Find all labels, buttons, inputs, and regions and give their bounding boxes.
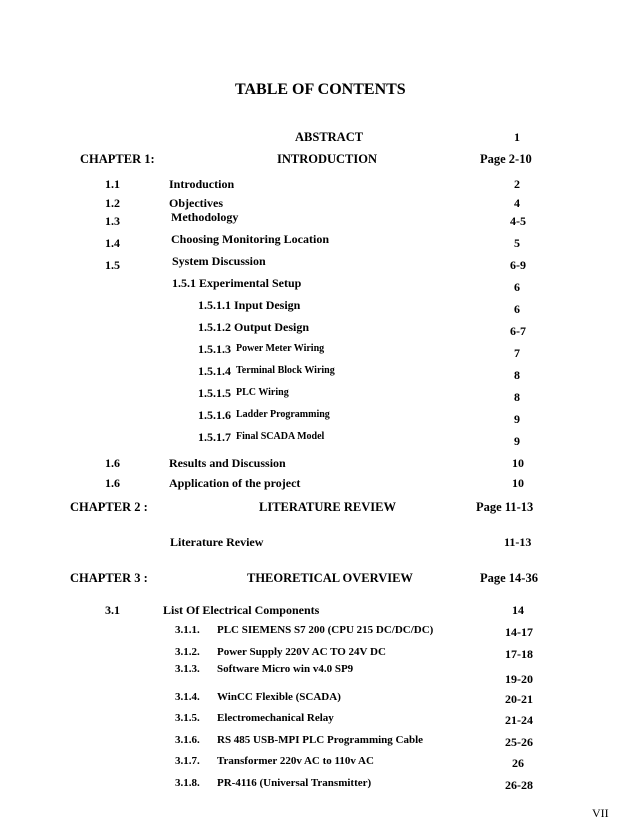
toc-number: 1.5.1.7 bbox=[198, 430, 231, 444]
toc-title: List Of Electrical Components bbox=[163, 603, 320, 617]
toc-title: 1.5.1.1 Input Design bbox=[198, 298, 301, 312]
chapter-2-label: CHAPTER 2 : bbox=[70, 500, 148, 514]
toc-page: 8 bbox=[514, 368, 520, 382]
toc-number: 1.4 bbox=[105, 236, 120, 250]
toc-title: PR-4116 (Universal Transmitter) bbox=[217, 777, 372, 789]
toc-title: Software Micro win v4.0 SP9 bbox=[217, 663, 354, 675]
toc-page: 2 bbox=[514, 177, 520, 191]
abstract-page: 1 bbox=[514, 130, 520, 144]
toc-number: 1.5 bbox=[105, 258, 120, 272]
toc-page: 19-20 bbox=[505, 672, 533, 686]
toc-page: 10 bbox=[512, 476, 524, 490]
toc-title: PLC SIEMENS S7 200 (CPU 215 DC/DC/DC) bbox=[217, 624, 434, 636]
toc-number: 1.5.1.4 bbox=[198, 364, 231, 378]
page-number: VII bbox=[592, 806, 609, 820]
toc-number: 1.5.1.3 bbox=[198, 342, 231, 356]
chapter-3-title: THEORETICAL OVERVIEW bbox=[247, 571, 413, 585]
chapter-3-pages: Page 14-36 bbox=[480, 571, 538, 585]
toc-title: 1.5.1.2 Output Design bbox=[198, 320, 310, 334]
toc-page: 21-24 bbox=[505, 713, 533, 727]
toc-page: 20-21 bbox=[505, 692, 533, 706]
toc-title: PLC Wiring bbox=[236, 387, 289, 398]
toc-page: 6-7 bbox=[510, 324, 526, 338]
toc-number: 3.1 bbox=[105, 603, 120, 617]
chapter-1-title: INTRODUCTION bbox=[277, 152, 378, 166]
toc-page: 14-17 bbox=[505, 625, 533, 639]
abstract-label: ABSTRACT bbox=[295, 130, 364, 144]
toc-page: 9 bbox=[514, 434, 520, 448]
toc-title: Power Meter Wiring bbox=[236, 343, 325, 354]
toc-number: 3.1.4. bbox=[175, 691, 200, 703]
toc-number: 3.1.3. bbox=[175, 663, 200, 675]
toc-number: 1.6 bbox=[105, 456, 120, 470]
toc-page: 26 bbox=[512, 756, 524, 770]
toc-number: 1.2 bbox=[105, 196, 120, 210]
toc-title: WinCC Flexible (SCADA) bbox=[217, 691, 341, 703]
toc-title: Electromechanical Relay bbox=[217, 712, 334, 724]
toc-page: 8 bbox=[514, 390, 520, 404]
toc-page: 4-5 bbox=[510, 214, 526, 228]
chapter-2-pages: Page 11-13 bbox=[476, 500, 534, 514]
toc-page: 7 bbox=[514, 346, 520, 360]
toc-page: 4 bbox=[514, 196, 520, 210]
toc-page: 17-18 bbox=[505, 647, 533, 661]
toc-title: Objectives bbox=[169, 196, 223, 210]
chapter-2-title: LITERATURE REVIEW bbox=[259, 500, 396, 514]
toc-page: 9 bbox=[514, 412, 520, 426]
toc-number: 3.1.1. bbox=[175, 624, 200, 636]
toc-page: 11-13 bbox=[504, 535, 532, 549]
toc-title: Application of the project bbox=[169, 476, 301, 490]
toc-number: 1.3 bbox=[105, 214, 120, 228]
toc-title: Methodology bbox=[171, 210, 239, 224]
toc-title: Final SCADA Model bbox=[236, 431, 325, 442]
toc-page: 10 bbox=[512, 456, 524, 470]
toc-title: Results and Discussion bbox=[169, 456, 286, 470]
toc-number: 1.1 bbox=[105, 177, 120, 191]
toc-number: 1.5.1.5 bbox=[198, 386, 231, 400]
chapter-1-pages: Page 2-10 bbox=[480, 152, 532, 166]
toc-number: 3.1.2. bbox=[175, 646, 200, 658]
toc-page: 25-26 bbox=[505, 735, 533, 749]
toc-title: Introduction bbox=[169, 177, 235, 191]
toc-title: Literature Review bbox=[170, 535, 264, 549]
toc-page: 6 bbox=[514, 302, 520, 316]
page-title: TABLE OF CONTENTS bbox=[235, 81, 406, 98]
toc-title: Power Supply 220V AC TO 24V DC bbox=[217, 646, 386, 658]
toc-title: Choosing Monitoring Location bbox=[171, 232, 330, 246]
toc-title: 1.5.1 Experimental Setup bbox=[172, 276, 302, 290]
toc-number: 3.1.6. bbox=[175, 734, 200, 746]
chapter-1-label: CHAPTER 1: bbox=[80, 152, 155, 166]
toc-title: System Discussion bbox=[172, 254, 266, 268]
toc-number: 3.1.7. bbox=[175, 755, 200, 767]
toc-number: 1.5.1.6 bbox=[198, 408, 231, 422]
toc-title: Terminal Block Wiring bbox=[236, 365, 335, 376]
toc-title: RS 485 USB-MPI PLC Programming Cable bbox=[217, 734, 424, 746]
toc-title: Transformer 220v AC to 110v AC bbox=[217, 755, 374, 767]
toc-number: 1.6 bbox=[105, 476, 120, 490]
toc-title: Ladder Programming bbox=[236, 409, 330, 420]
toc-page: 26-28 bbox=[505, 778, 533, 792]
toc-page: 6-9 bbox=[510, 258, 526, 272]
toc-page: 14 bbox=[512, 603, 524, 617]
toc-page: 6 bbox=[514, 280, 520, 294]
toc-page: 5 bbox=[514, 236, 520, 250]
toc-number: 3.1.8. bbox=[175, 777, 200, 789]
chapter-3-label: CHAPTER 3 : bbox=[70, 571, 148, 585]
toc-number: 3.1.5. bbox=[175, 712, 200, 724]
